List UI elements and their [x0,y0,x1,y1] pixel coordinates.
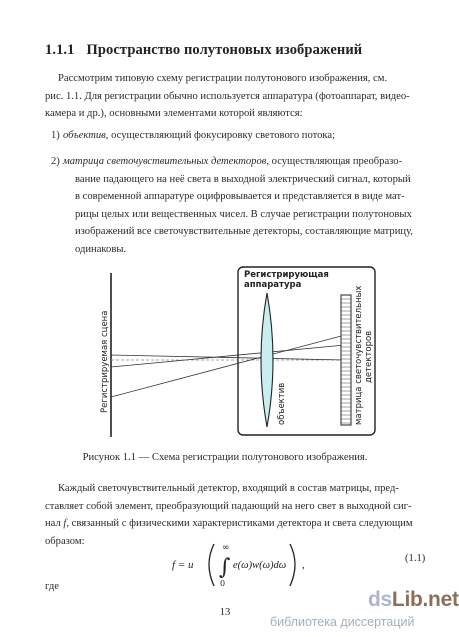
matrix-label-line1: матрица светочувствительных [354,285,364,425]
list-item-line: в современной аппаратуре оцифровывается и представляется в виде мат- [75,191,405,202]
term-matrix: матрица светочувствительных детекторов [63,156,267,167]
list-marker: 2) [51,156,60,167]
watermark [270,588,459,637]
lens-label: объектив [277,382,287,425]
apparatus-title-line2: аппаратура [244,280,302,290]
intro-paragraph [45,70,440,123]
intro-line-1: Рассмотрим типовую схему регистрации полутонового изображения, см. [58,73,388,84]
lens-shape [261,293,273,427]
ray-2 [111,335,345,397]
detector-line-3 [45,515,440,533]
equation-lhs: f = u [172,559,194,571]
detector-line-2: ставляет собой элемент, преобразующий падающий на него свет в выходной сиг- [45,500,412,512]
intro-line-3: камера и др.), основными элементами которой являются: [45,108,303,119]
watermark-brand-ds: ds [368,588,392,611]
equation-number: (1.1) [405,553,426,564]
list-item-text: , осуществляющая преобразо- [266,156,403,167]
equation-trailing-comma: , [302,559,305,571]
list-item-line: изображений все светочувствительные детекторы, составляющие матрицу, [75,226,413,237]
watermark-subtitle-text: библиотека диссертаций [270,615,415,629]
term-lens: объектив [63,130,106,141]
section-heading [45,42,362,59]
figure-caption: Рисунок 1.1 — Схема регистрации полутонового изображения. [82,452,368,463]
matrix-label-line2: детекторов [364,330,374,383]
lower-limit: 0 [220,579,226,588]
watermark-subtitle [270,615,450,629]
list-item-line: вание падающего на неё света в выходной электрический сигнал, который [75,173,411,185]
right-paren [290,544,295,586]
equation-1-1 [170,540,320,590]
integrand: e(ω)w(ω)dω [233,560,287,571]
registration-diagram [95,265,395,445]
upper-limit: ∞ [222,543,230,553]
list-item-text: , осуществляющий фокусировку светового потока; [105,130,336,141]
detector-line-4: образом: [45,535,85,547]
detector-line-3-pre: нал [45,518,64,529]
scene-label: Регистрируемая сцена [100,310,110,413]
apparatus-title-line1: Регистрирующая [244,270,329,280]
watermark-brand-lib: Lib.net [391,588,459,611]
left-paren [209,544,214,586]
intro-line-2: рис. 1.1. Для регистрации обычно используется аппаратура (фотоаппарат, видео- [45,90,410,102]
detector-line-3-post: , связанный с физическими характеристиками детектора и света следующим [66,518,413,529]
variable-f: f [63,518,67,529]
page-number: 13 [219,607,231,618]
watermark-brand [368,588,459,612]
list-item-line: рицы целых или вещественных чисел. В случае регистрации полутоновых [75,208,412,220]
detector-line-1: Каждый светочувствительный детектор, входящий в состав матрицы, пред- [58,483,399,494]
detector-matrix [341,295,351,425]
section-title: Пространство полутоновых изображений [86,42,363,58]
section-number: 1.1.1 [45,42,75,58]
integral-sign: ∫ [219,555,231,580]
list-marker: 1) [51,130,60,141]
where-text: где [45,581,59,592]
list-item-line: одинаковы. [75,243,127,255]
